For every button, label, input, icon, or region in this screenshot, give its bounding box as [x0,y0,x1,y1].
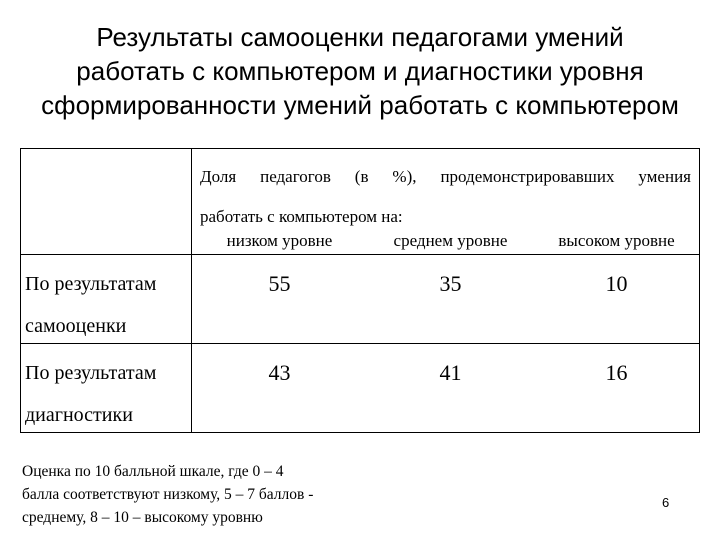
corner-cell [21,149,192,255]
row-values-cell [192,255,700,344]
table-row [21,344,700,433]
slide-title [0,20,720,122]
page-number: 6 [662,495,670,510]
value-low: 43 [268,360,291,385]
share-heading-continuation: работать с компьютером на: [200,207,403,226]
share-heading: Доля педагогов (в %), продемонстрировавших умения [200,167,691,186]
value-medium: 41 [439,360,462,385]
footnote-line: среднему, 8 – 10 – высокому уровню [22,509,263,526]
value-low: 55 [268,271,291,296]
level-high-label: высоком уровне [558,231,675,250]
footnote-line: балла соответствуют низкому, 5 – 7 баллов - [22,486,314,503]
row-label: По результатам [25,273,157,295]
value-high: 10 [605,271,628,296]
results-table [20,148,700,433]
row-values-cell [192,344,700,433]
value-high: 16 [605,360,628,385]
row-label-cell [21,344,192,433]
value-medium: 35 [439,271,462,296]
row-label-continuation: самооценки [25,315,127,337]
table-header-row [21,149,700,255]
level-low-label: низком уровне [226,231,333,250]
table-row [21,255,700,344]
row-label: По результатам [25,362,157,384]
title-line: работать с компьютером и диагностики уровня [76,56,644,86]
row-label-cell [21,255,192,344]
level-medium-label: среднем уровне [393,231,508,250]
title-line: Результаты самооценки педагогами умений [96,22,624,52]
footnote-line: Оценка по 10 балльной шкале, где 0 – 4 [22,463,284,480]
footnote [22,460,382,529]
row-values [192,271,699,297]
level-labels [192,231,699,251]
title-line: сформированности умений работать с компьютером [41,90,679,120]
row-label-continuation: диагностики [25,404,133,426]
share-header-cell [192,149,700,255]
row-values [192,360,699,386]
